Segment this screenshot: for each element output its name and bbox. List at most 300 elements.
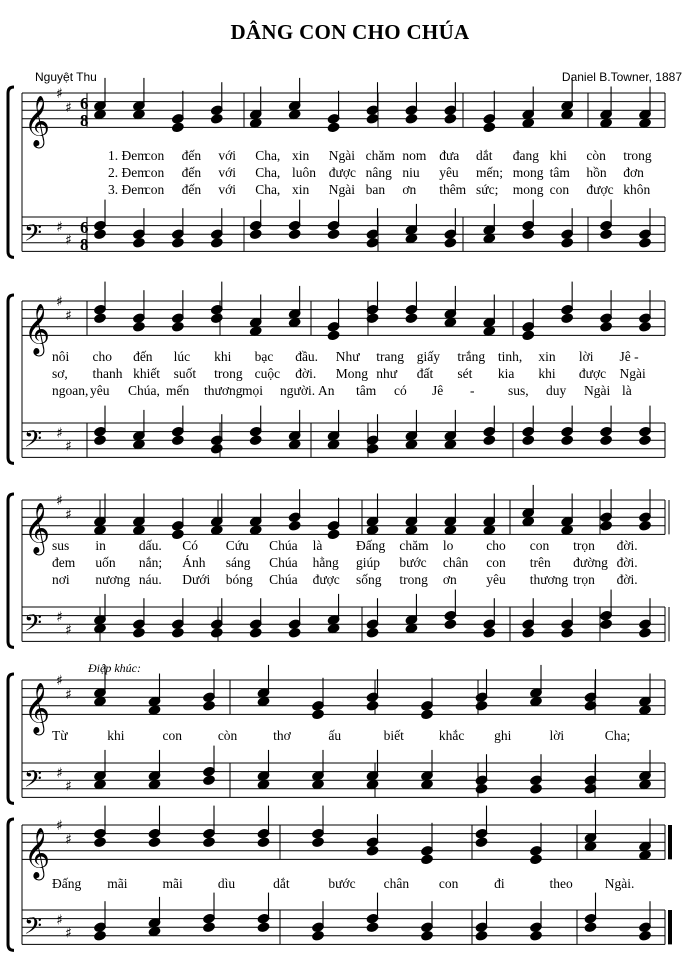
lyric-syllable: đến (181, 165, 202, 180)
lyric-syllable: khiết (133, 366, 161, 381)
note-head (327, 229, 340, 240)
lyric-syllable: sáng (225, 555, 251, 570)
lyric-syllable: tâm (356, 383, 377, 398)
lyric-syllable: Chúa (269, 538, 298, 553)
lyric-syllable: còn (586, 148, 606, 163)
lyric-syllable: Cha, (255, 182, 281, 197)
lyric-syllable: Dưới (182, 572, 211, 587)
note-head (133, 321, 146, 332)
lyric-syllable: con (549, 182, 570, 197)
lyric-syllable: giấy (416, 349, 441, 364)
note-head (203, 700, 216, 711)
note-head (288, 229, 301, 240)
lyric-syllable: mong (512, 182, 544, 197)
note-head (94, 779, 107, 790)
note-head (561, 109, 574, 120)
sharp-sign: ♯ (65, 506, 72, 523)
lyric-syllable: lo (442, 538, 454, 553)
lyric-syllable: Chúa (269, 572, 298, 587)
lyric-syllable: ghi (494, 728, 512, 743)
lyric-syllable: Ánh (182, 555, 206, 570)
lyric-syllable: biết (383, 728, 404, 743)
lyric-syllable: chân (383, 876, 410, 891)
note-head (366, 113, 379, 124)
lyric-syllable: 1. Đem (108, 148, 148, 163)
lyric-syllable: Cứu (225, 538, 249, 553)
note-head (366, 237, 379, 248)
lyric-syllable: được (328, 165, 357, 180)
treble-clef-icon: 𝄞 (24, 682, 51, 734)
note-head (327, 439, 340, 450)
note-head (210, 313, 223, 324)
sharp-sign: ♯ (56, 294, 63, 310)
lyric-syllable: dắt (476, 148, 493, 163)
lyric-syllable: con (144, 165, 165, 180)
note-head (249, 326, 262, 337)
lyric-syllable: mến; (476, 165, 503, 180)
lyric-syllable: 2. Đem (108, 165, 148, 180)
lyric-syllable: là (622, 383, 632, 398)
lyric-syllable: chân (442, 555, 469, 570)
lyric-syllable: náu. (138, 572, 162, 587)
lyric-syllable: sức; (476, 182, 499, 197)
sharp-sign: ♯ (65, 99, 72, 116)
lyric-syllable: xin (292, 182, 310, 197)
final-barline (668, 910, 672, 944)
note-head (312, 837, 325, 848)
lyric-syllable: cho (486, 538, 506, 553)
note-head (288, 439, 301, 450)
note-head (561, 627, 574, 638)
note-head (530, 930, 543, 941)
system-bracket (8, 494, 14, 647)
note-head (148, 837, 161, 848)
note-head (639, 705, 652, 716)
lyric-syllable: Ngài (584, 383, 611, 398)
note-head (288, 109, 301, 120)
sharp-sign: ♯ (56, 912, 63, 929)
treble-clef-icon: 𝄞 (24, 303, 51, 355)
note-head (522, 516, 535, 527)
lyricist-credit: Nguyệt Thu (35, 70, 97, 84)
lyric-syllable: thanh (92, 366, 123, 381)
lyric-syllable: yêu (486, 572, 506, 587)
note-head (210, 627, 223, 638)
note-head (312, 779, 325, 790)
note-head (483, 326, 496, 337)
note-head (522, 435, 535, 446)
lyric-syllable: thơ (273, 728, 291, 743)
lyric-syllable: kia (497, 366, 515, 381)
note-head (639, 435, 652, 446)
note-head (249, 229, 262, 240)
lyric-syllable: Từ (52, 728, 68, 743)
note-head (366, 525, 379, 536)
final-barline (668, 825, 672, 859)
lyric-syllable: giúp (356, 555, 381, 570)
sharp-sign: ♯ (65, 831, 72, 848)
bass-clef-icon: 𝄢 (24, 608, 43, 642)
note-head (639, 850, 652, 861)
note-head (288, 520, 301, 531)
lyric-syllable: Mong (335, 366, 368, 381)
lyric-syllable: với (218, 182, 237, 197)
lyric-syllable: trong (399, 572, 428, 587)
note-head (522, 118, 535, 129)
lyric-syllable: bóng (225, 572, 253, 587)
lyric-syllable: Chúa, (128, 383, 160, 398)
lyric-syllable: đến (181, 148, 202, 163)
note-head (530, 696, 543, 707)
lyric-syllable: đang (512, 148, 540, 163)
system-bracket (8, 295, 14, 463)
note-head (600, 118, 613, 129)
sharp-sign: ♯ (65, 925, 72, 942)
sharp-sign: ♯ (56, 219, 63, 236)
lyric-syllable: con (144, 148, 165, 163)
lyric-syllable: sus (52, 538, 70, 553)
note-head (483, 525, 496, 536)
note-head (522, 330, 535, 341)
lyric-syllable: dắt (273, 876, 290, 891)
note-head (94, 930, 107, 941)
lyric-syllable: ơn (442, 572, 457, 587)
sharp-sign: ♯ (65, 686, 72, 703)
note-head (561, 237, 574, 248)
lyric-syllable: uốn (95, 555, 116, 570)
lyric-syllable: trắng (457, 349, 486, 364)
note-head (366, 779, 379, 790)
lyric-syllable: Cha, (255, 165, 281, 180)
lyric-syllable: trọn (573, 538, 595, 553)
lyric-syllable: bước (328, 876, 356, 891)
note-head (133, 109, 146, 120)
note-head (366, 845, 379, 856)
lyric-syllable: đem (52, 555, 76, 570)
lyric-syllable: nương (95, 572, 131, 587)
note-head (444, 113, 457, 124)
lyric-syllable: đưa (439, 148, 460, 163)
note-head (94, 525, 107, 536)
note-head (475, 930, 488, 941)
lyric-syllable: con (144, 182, 165, 197)
bass-clef-icon: 𝄢 (24, 424, 43, 458)
note-head (483, 233, 496, 244)
lyric-syllable: duy (546, 383, 567, 398)
note-head (475, 837, 488, 848)
note-head (171, 627, 184, 638)
lyric-syllable: như (376, 366, 398, 381)
note-head (312, 709, 325, 720)
system-bracket (8, 819, 14, 950)
note-head (203, 837, 216, 848)
lyric-syllable: đời. (616, 555, 638, 570)
note-head (444, 439, 457, 450)
note-head (210, 237, 223, 248)
note-head (421, 930, 434, 941)
note-head (249, 627, 262, 638)
note-head (288, 627, 301, 638)
lyric-syllable: đơn (623, 165, 644, 180)
lyric-syllable: thêm (439, 182, 467, 197)
lyric-syllable: với (218, 148, 237, 163)
lyric-syllable: yêu (90, 383, 110, 398)
note-head (94, 109, 107, 120)
bass-clef-icon: 𝄢 (24, 911, 43, 945)
lyric-syllable: tinh, (497, 349, 523, 364)
time-signature: 8 (80, 235, 89, 254)
lyric-syllable: đất (416, 366, 434, 381)
lyric-syllable: Đấng (356, 538, 386, 553)
lyric-syllable: in (95, 538, 106, 553)
lyric-syllable: Ngài. (604, 876, 635, 891)
note-head (483, 627, 496, 638)
lyric-syllable: trong (214, 366, 243, 381)
note-head (312, 930, 325, 941)
note-head (148, 779, 161, 790)
lyric-syllable: được (578, 366, 607, 381)
note-head (203, 775, 216, 786)
note-head (405, 525, 418, 536)
lyric-syllable: An (318, 383, 335, 398)
note-head (249, 118, 262, 129)
system-bracket (8, 87, 14, 257)
note-head (327, 623, 340, 634)
lyric-syllable: đời. (616, 572, 638, 587)
lyric-syllable: khi (107, 728, 125, 743)
lyric-syllable: thương (204, 383, 243, 398)
refrain-label: Điệp khúc: (88, 661, 141, 675)
lyric-syllable: ấu (328, 728, 342, 743)
note-head (257, 922, 270, 933)
note-head (639, 520, 652, 531)
lyric-syllable: nâng (365, 165, 392, 180)
note-head (94, 435, 107, 446)
note-head (257, 837, 270, 848)
lyric-syllable: suốt (173, 366, 197, 381)
note-head (171, 321, 184, 332)
note-head (94, 229, 107, 240)
note-head (600, 229, 613, 240)
lyric-syllable: được (586, 182, 614, 197)
lyric-syllable: đầu. (295, 349, 319, 364)
lyric-syllable: mãi (162, 876, 183, 891)
note-head (421, 779, 434, 790)
lyric-syllable: có (394, 383, 407, 398)
note-head (366, 922, 379, 933)
note-head (600, 321, 613, 332)
lyric-syllable: hồn (586, 165, 607, 180)
sharp-sign: ♯ (56, 818, 63, 834)
note-head (405, 233, 418, 244)
lyric-syllable: được (312, 572, 340, 587)
lyric-syllable: Chúa (269, 555, 298, 570)
note-head (475, 783, 488, 794)
lyric-syllable: con (162, 728, 183, 743)
note-head (171, 237, 184, 248)
note-head (421, 854, 434, 865)
lyric-syllable: chăm (399, 538, 429, 553)
lyric-syllable: Cha; (604, 728, 631, 743)
note-head (530, 854, 543, 865)
note-head (584, 922, 597, 933)
lyric-syllable: khi (538, 366, 556, 381)
note-head (444, 317, 457, 328)
lyric-syllable: lúc (173, 349, 191, 364)
note-head (148, 705, 161, 716)
note-head (366, 627, 379, 638)
lyric-syllable: dìu (217, 876, 236, 891)
lyric-syllable: mến (166, 383, 190, 398)
lyric-syllable: xin (292, 148, 310, 163)
lyric-syllable: con (438, 876, 459, 891)
note-head (288, 317, 301, 328)
note-head (444, 237, 457, 248)
lyric-syllable: khi (549, 148, 567, 163)
lyric-syllable: Ngài (619, 366, 646, 381)
lyric-syllable: nơi (52, 572, 70, 587)
note-head (600, 520, 613, 531)
note-head (584, 841, 597, 852)
lyric-syllable: trọn (573, 572, 595, 587)
sharp-sign: ♯ (56, 765, 63, 782)
note-head (327, 529, 340, 540)
lyric-syllable: Cha, (255, 148, 281, 163)
sharp-sign: ♯ (56, 493, 63, 509)
note-head (249, 525, 262, 536)
note-head (257, 696, 270, 707)
note-head (522, 229, 535, 240)
lyric-syllable: Đấng (52, 876, 82, 891)
lyric-syllable: cho (92, 349, 113, 364)
note-head (444, 525, 457, 536)
note-head (94, 837, 107, 848)
lyric-syllable: 3. Đem (108, 182, 148, 197)
note-head (203, 922, 216, 933)
lyric-syllable: khắc (438, 728, 465, 743)
lyric-syllable: đời. (616, 538, 638, 553)
note-head (133, 525, 146, 536)
note-head (639, 930, 652, 941)
time-signature: 8 (80, 111, 89, 130)
lyric-syllable: khôn (623, 182, 651, 197)
lyric-syllable: Ngài (328, 148, 356, 163)
sharp-sign: ♯ (56, 673, 63, 689)
lyric-syllable: con (486, 555, 506, 570)
note-head (210, 525, 223, 536)
note-head (133, 627, 146, 638)
note-head (94, 696, 107, 707)
note-head (639, 779, 652, 790)
note-head (444, 619, 457, 630)
lyric-syllable: Ngài (328, 182, 356, 197)
lyric-syllable: đi (494, 876, 505, 891)
lyric-syllable: lời (549, 728, 565, 743)
treble-clef-icon: 𝄞 (24, 502, 51, 554)
lyric-syllable: chăm (365, 148, 395, 163)
treble-clef-icon: 𝄞 (24, 95, 51, 147)
lyric-syllable: yêu (439, 165, 459, 180)
lyric-syllable: dấu. (138, 538, 162, 553)
treble-clef-icon: 𝄞 (24, 827, 51, 879)
lyric-syllable: người. (280, 383, 316, 398)
note-head (639, 321, 652, 332)
note-head (483, 435, 496, 446)
note-head (639, 118, 652, 129)
note-head (561, 313, 574, 324)
note-head (210, 113, 223, 124)
note-head (257, 779, 270, 790)
lyric-syllable: luôn (292, 165, 317, 180)
lyric-syllable: bạc (254, 349, 274, 364)
sharp-sign: ♯ (56, 609, 63, 626)
note-head (94, 623, 107, 634)
note-head (148, 926, 161, 937)
lyric-syllable: lời (578, 349, 594, 364)
time-signature: 6 (80, 218, 89, 237)
sharp-sign: ♯ (65, 307, 72, 324)
lyric-syllable: sống (356, 572, 382, 587)
lyric-syllable: còn (217, 728, 238, 743)
lyric-syllable: là (312, 538, 323, 553)
lyric-syllable: niu (402, 165, 420, 180)
note-head (405, 113, 418, 124)
sharp-sign: ♯ (56, 86, 63, 102)
lyric-syllable: mãi (107, 876, 128, 891)
lyric-syllable: Jê - (619, 349, 639, 364)
lyric-syllable: sơ, (52, 366, 68, 381)
lyric-syllable: sét (457, 366, 473, 381)
note-head (561, 525, 574, 536)
lyric-syllable: Jê (432, 383, 444, 398)
note-head (639, 237, 652, 248)
note-head (405, 313, 418, 324)
bass-clef-icon: 𝄢 (24, 218, 43, 252)
note-head (483, 122, 496, 133)
lyric-syllable: trên (529, 555, 551, 570)
note-head (639, 627, 652, 638)
note-head (171, 435, 184, 446)
note-head (405, 623, 418, 634)
song-title: DÂNG CON CHO CHÚA (230, 20, 470, 44)
lyric-syllable: đến (181, 182, 202, 197)
system-bracket (8, 674, 14, 803)
lyric-syllable: sus, (508, 383, 529, 398)
note-head (94, 313, 107, 324)
sharp-sign: ♯ (65, 778, 72, 795)
bass-clef-icon: 𝄢 (24, 764, 43, 798)
lyric-syllable: nom (402, 148, 427, 163)
note-head (210, 443, 223, 454)
lyric-syllable: nôi (52, 349, 70, 364)
sharp-sign: ♯ (65, 232, 72, 249)
sharp-sign: ♯ (65, 622, 72, 639)
lyric-syllable: xin (538, 349, 556, 364)
note-head (421, 709, 434, 720)
lyric-syllable: ban (365, 182, 386, 197)
note-head (327, 122, 340, 133)
note-head (249, 435, 262, 446)
lyric-syllable: ơn (402, 182, 417, 197)
lyric-syllable: cuộc (254, 366, 281, 381)
lyric-syllable: hằng (312, 555, 339, 570)
lyric-syllable: với (218, 165, 237, 180)
note-head (133, 439, 146, 450)
lyric-syllable: Có (182, 538, 199, 553)
lyric-syllable: trang (376, 349, 405, 364)
lyric-syllable: trong (623, 148, 652, 163)
lyric-syllable: đến (133, 349, 153, 364)
